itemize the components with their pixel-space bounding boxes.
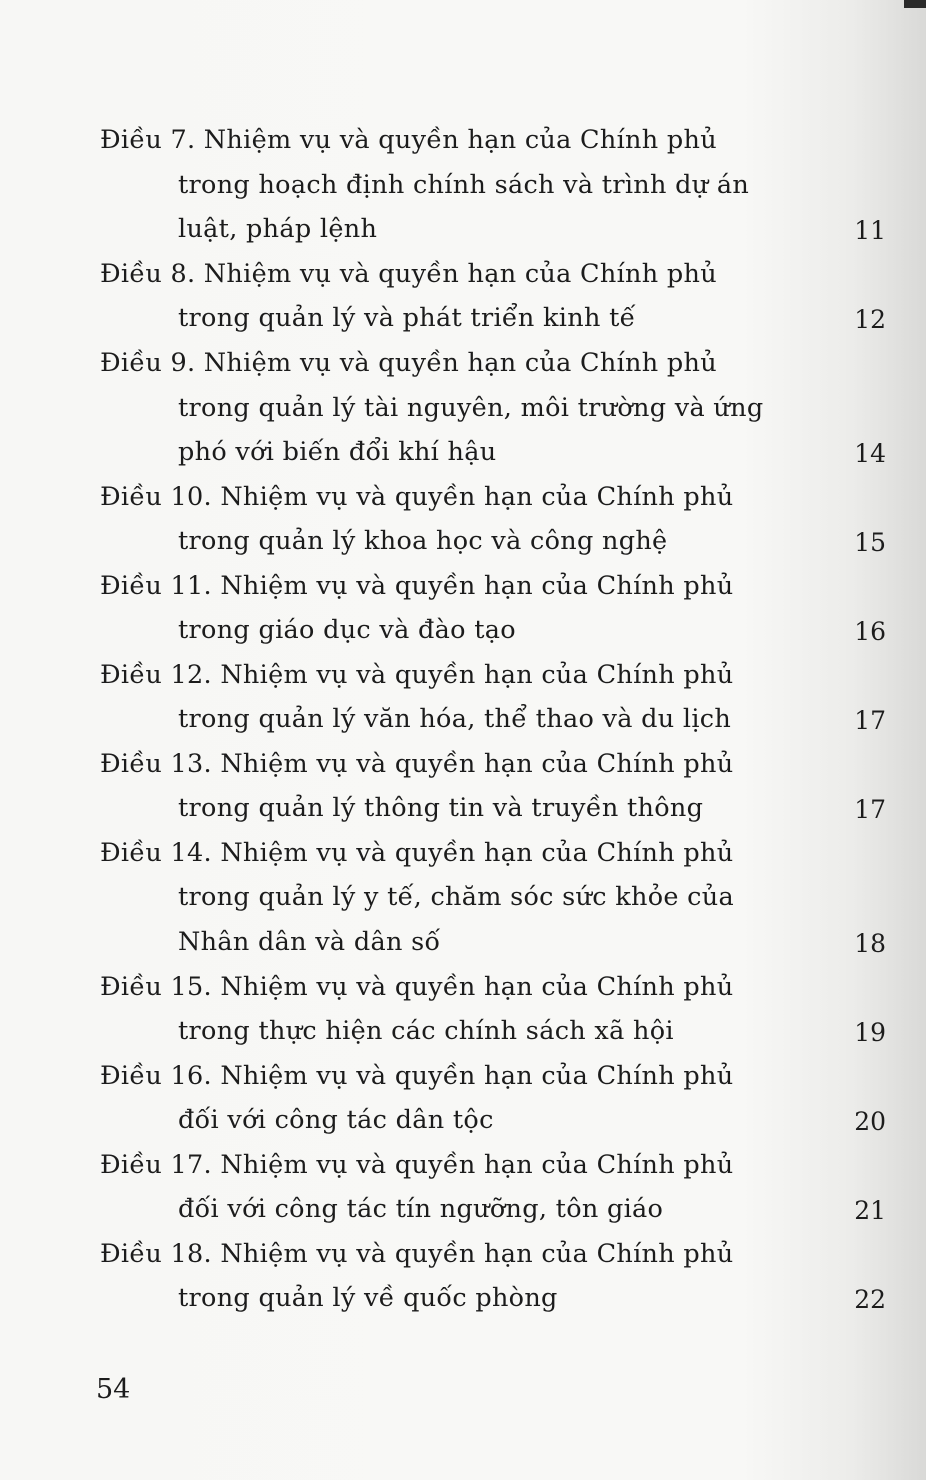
toc-entry-line: đối với công tác tín ngưỡng, tôn giáo (178, 1194, 664, 1224)
toc-entry-line: trong quản lý về quốc phòng (178, 1283, 558, 1313)
toc-page-number: 12 (854, 305, 886, 334)
toc-entry-line: trong thực hiện các chính sách xã hội (178, 1016, 674, 1046)
toc-page-number: 20 (854, 1107, 886, 1136)
toc-entry-line: Điều 9. Nhiệm vụ và quyền hạn của Chính phủ (100, 348, 717, 378)
toc-page-number: 17 (854, 706, 886, 735)
toc-entry-line: trong quản lý tài nguyên, môi trường và ứng (178, 393, 764, 423)
toc-entry-line: trong giáo dục và đào tạo (178, 615, 516, 645)
toc-page-number: 16 (854, 617, 886, 646)
toc-entry-line: đối với công tác dân tộc (178, 1105, 494, 1135)
toc-page-number: 17 (854, 795, 886, 824)
toc-entry-line: phó với biến đổi khí hậu (178, 437, 497, 467)
toc-entry-line: Điều 15. Nhiệm vụ và quyền hạn của Chính phủ (100, 972, 734, 1002)
toc-entry-line: Điều 8. Nhiệm vụ và quyền hạn của Chính phủ (100, 259, 717, 289)
toc-page-number: 21 (854, 1196, 886, 1225)
toc-entry-line: Điều 18. Nhiệm vụ và quyền hạn của Chính phủ (100, 1239, 734, 1269)
toc-entry-line: Điều 7. Nhiệm vụ và quyền hạn của Chính phủ (100, 125, 717, 155)
toc-page-number: 19 (854, 1018, 886, 1047)
toc-entry-line: Nhân dân và dân số (178, 927, 441, 957)
toc-entry-line: trong quản lý văn hóa, thể thao và du lịch (178, 704, 732, 734)
toc-entry-line: Điều 12. Nhiệm vụ và quyền hạn của Chính phủ (100, 660, 734, 690)
toc-page-number: 11 (854, 216, 886, 245)
toc-entry-line: trong quản lý y tế, chăm sóc sức khỏe của (178, 882, 734, 912)
toc-entry-line: luật, pháp lệnh (178, 214, 378, 244)
toc-entry-line: trong quản lý khoa học và công nghệ (178, 526, 668, 556)
toc-entry-line: Điều 16. Nhiệm vụ và quyền hạn của Chính phủ (100, 1061, 734, 1091)
toc-page-number: 15 (854, 528, 886, 557)
toc-entry-line: Điều 13. Nhiệm vụ và quyền hạn của Chính phủ (100, 749, 734, 779)
toc-entry-line: Điều 11. Nhiệm vụ và quyền hạn của Chính phủ (100, 571, 734, 601)
toc-entry-line: trong quản lý thông tin và truyền thông (178, 793, 704, 823)
toc-page-number: 14 (854, 439, 886, 468)
page-folio-number: 54 (96, 1374, 131, 1405)
toc-entry-line: trong quản lý và phát triển kinh tế (178, 303, 636, 333)
toc-entry-line: Điều 17. Nhiệm vụ và quyền hạn của Chính phủ (100, 1150, 734, 1180)
toc-page-number: 22 (854, 1285, 886, 1314)
toc-entry-line: Điều 14. Nhiệm vụ và quyền hạn của Chính phủ (100, 838, 734, 868)
toc-page-number: 18 (854, 929, 886, 958)
toc-entry-line: trong hoạch định chính sách và trình dự án (178, 170, 750, 200)
toc-entry-line: Điều 10. Nhiệm vụ và quyền hạn của Chính phủ (100, 482, 734, 512)
